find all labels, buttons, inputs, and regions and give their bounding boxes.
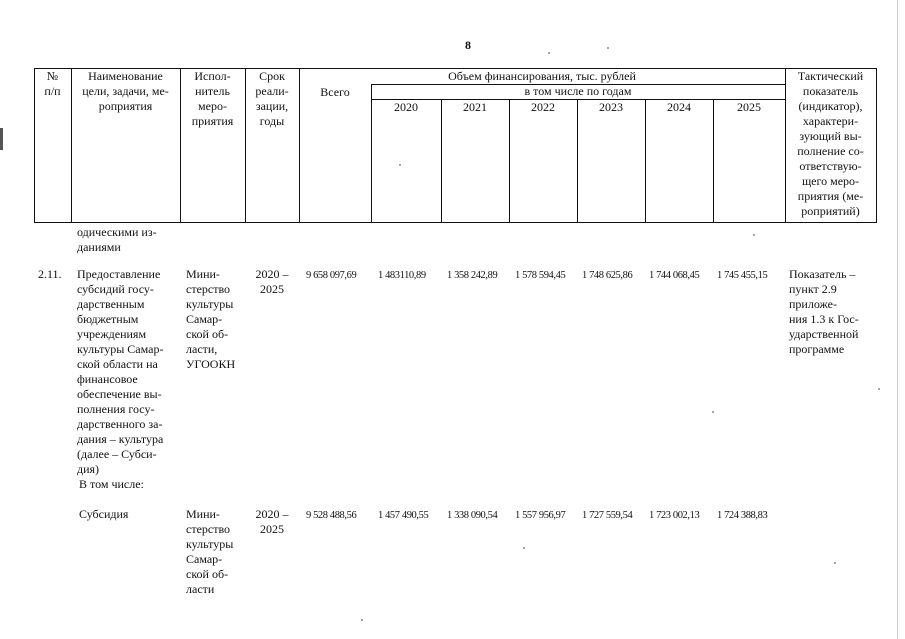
header-year-2023: 2023 xyxy=(599,100,623,114)
header-indicator-10: роприятий) xyxy=(801,204,860,218)
page-number: 8 xyxy=(465,38,471,52)
header-indicator-1: Тактический xyxy=(797,69,864,83)
row-indicator-line: приложе- xyxy=(789,297,837,311)
scan-speck xyxy=(878,388,880,390)
header-name-2: цели, задачи, ме- xyxy=(82,84,169,98)
header-indicator-6: полнение со- xyxy=(797,144,864,158)
row-sub-executor-line: Самар- xyxy=(186,552,223,566)
header-indicator-3: (индикатор), xyxy=(798,99,863,113)
row-name-line: дия) xyxy=(77,462,100,476)
row-indicator-line: ния 1.3 к Гос- xyxy=(789,312,859,326)
header-indicator-5: зующий вы- xyxy=(799,129,862,143)
header-year-2022: 2022 xyxy=(531,100,555,114)
scan-speck xyxy=(399,164,401,166)
scan-speck xyxy=(607,47,609,49)
row-name-line: обеспечение вы- xyxy=(77,387,162,401)
row-term-line: 2020 – xyxy=(255,267,289,281)
row-sub-value-2022: 1 557 956,97 xyxy=(515,510,566,521)
row-sub-value-2025: 1 724 388,83 xyxy=(717,510,768,521)
header-term-2: реали- xyxy=(255,84,289,98)
continuation-line-1: одическими из- xyxy=(77,225,157,239)
scan-speck xyxy=(548,52,550,54)
row-executor-line: ласти, xyxy=(186,342,218,356)
scan-speck xyxy=(361,619,363,621)
row-executor-line: стерство xyxy=(186,282,231,296)
row-name-line: ской области на xyxy=(77,357,158,371)
header-total: Всего xyxy=(320,85,350,99)
row-executor-line: ской об- xyxy=(186,327,229,341)
row-indicator-line: программе xyxy=(789,342,845,356)
continuation-line-2: даниями xyxy=(77,240,121,254)
row-indicator-line: Показатель – xyxy=(789,267,856,281)
row-executor-line: Самар- xyxy=(186,312,223,326)
scan-speck xyxy=(712,411,714,413)
header-name-3: роприятия xyxy=(98,99,153,113)
page-edge xyxy=(897,0,898,639)
header-executor-1: Испол- xyxy=(194,69,231,83)
row-name-line: субсидий госу- xyxy=(77,282,154,296)
header-executor-3: меро- xyxy=(198,99,227,113)
row-number: 2.11. xyxy=(38,267,62,281)
header-term-3: зации, xyxy=(255,99,289,113)
header-indicator-2: показатель xyxy=(802,84,859,98)
row-total: 9 658 097,69 xyxy=(306,270,357,281)
row-sub-total: 9 528 488,56 xyxy=(306,510,357,521)
row-name-line: учреждениям xyxy=(77,327,147,341)
row-name-line: дарственного за- xyxy=(77,417,163,431)
row-name-line: полнения госу- xyxy=(77,402,155,416)
scan-speck xyxy=(523,547,525,549)
row-sub-executor-line: культуры xyxy=(186,537,234,551)
row-term-line: 2025 xyxy=(260,282,284,296)
row-name-line: (далее – Субси- xyxy=(77,447,157,461)
row-sub-value-2023: 1 727 559,54 xyxy=(582,510,633,521)
header-indicator-8: щего меро- xyxy=(801,174,860,188)
header-term-1: Срок xyxy=(259,69,285,83)
header-executor-4: приятия xyxy=(191,114,234,128)
row-sub-executor-line: стерство xyxy=(186,522,231,536)
header-term-4: годы xyxy=(259,114,285,128)
row-indicator-line: ударственной xyxy=(789,327,859,341)
row-sub-name: Субсидия xyxy=(79,507,129,521)
row-value-2023: 1 748 625,86 xyxy=(582,270,633,281)
header-by-years: в том числе по годам xyxy=(524,84,632,98)
row-sub-executor-line: ской об- xyxy=(186,567,229,581)
header-indicator-4: характери- xyxy=(802,114,859,128)
row-value-2024: 1 744 068,45 xyxy=(649,270,700,281)
row-executor-line: культуры xyxy=(186,297,234,311)
header-num: № xyxy=(46,69,59,83)
row-sub-executor-line: ласти xyxy=(186,582,215,596)
row-including: В том числе: xyxy=(79,477,144,491)
row-sub-value-2020: 1 457 490,55 xyxy=(378,510,429,521)
header-funding: Объем финансирования, тыс. рублей xyxy=(448,69,636,83)
scan-speck xyxy=(753,234,755,236)
scan-speck xyxy=(834,562,836,564)
header-year-2021: 2021 xyxy=(463,100,487,114)
row-sub-value-2021: 1 338 090,54 xyxy=(447,510,498,521)
row-name-line: финансовое xyxy=(77,372,138,386)
row-executor-line: УГООКН xyxy=(186,357,236,371)
header-indicator-9: приятия (ме- xyxy=(797,189,864,203)
row-sub-term-line: 2025 xyxy=(260,522,284,536)
margin-mark xyxy=(0,128,3,150)
row-value-2022: 1 578 594,45 xyxy=(515,270,566,281)
row-name-line: культуры Самар- xyxy=(77,342,164,356)
header-executor-2: нитель xyxy=(195,84,230,98)
row-sub-value-2024: 1 723 002,13 xyxy=(649,510,700,521)
header-num-2: п/п xyxy=(44,84,61,98)
row-executor-line: Мини- xyxy=(186,267,220,281)
row-indicator-line: пункт 2.9 xyxy=(789,282,837,296)
row-value-2020: 1 483110,89 xyxy=(378,270,426,281)
row-sub-term-line: 2020 – xyxy=(255,507,289,521)
header-indicator-7: ответствую- xyxy=(799,159,862,173)
row-name-line: бюджетным xyxy=(77,312,139,326)
row-value-2025: 1 745 455,15 xyxy=(717,270,768,281)
row-name-line: дарственным xyxy=(77,297,145,311)
row-name-line: дания – культура xyxy=(77,432,164,446)
row-sub-executor-line: Мини- xyxy=(186,507,220,521)
header-name-1: Наименование xyxy=(88,69,163,83)
header-year-2025: 2025 xyxy=(737,100,761,114)
row-name-line: Предоставление xyxy=(77,267,161,281)
row-value-2021: 1 358 242,89 xyxy=(447,270,498,281)
header-year-2020: 2020 xyxy=(394,100,418,114)
header-year-2024: 2024 xyxy=(667,100,691,114)
